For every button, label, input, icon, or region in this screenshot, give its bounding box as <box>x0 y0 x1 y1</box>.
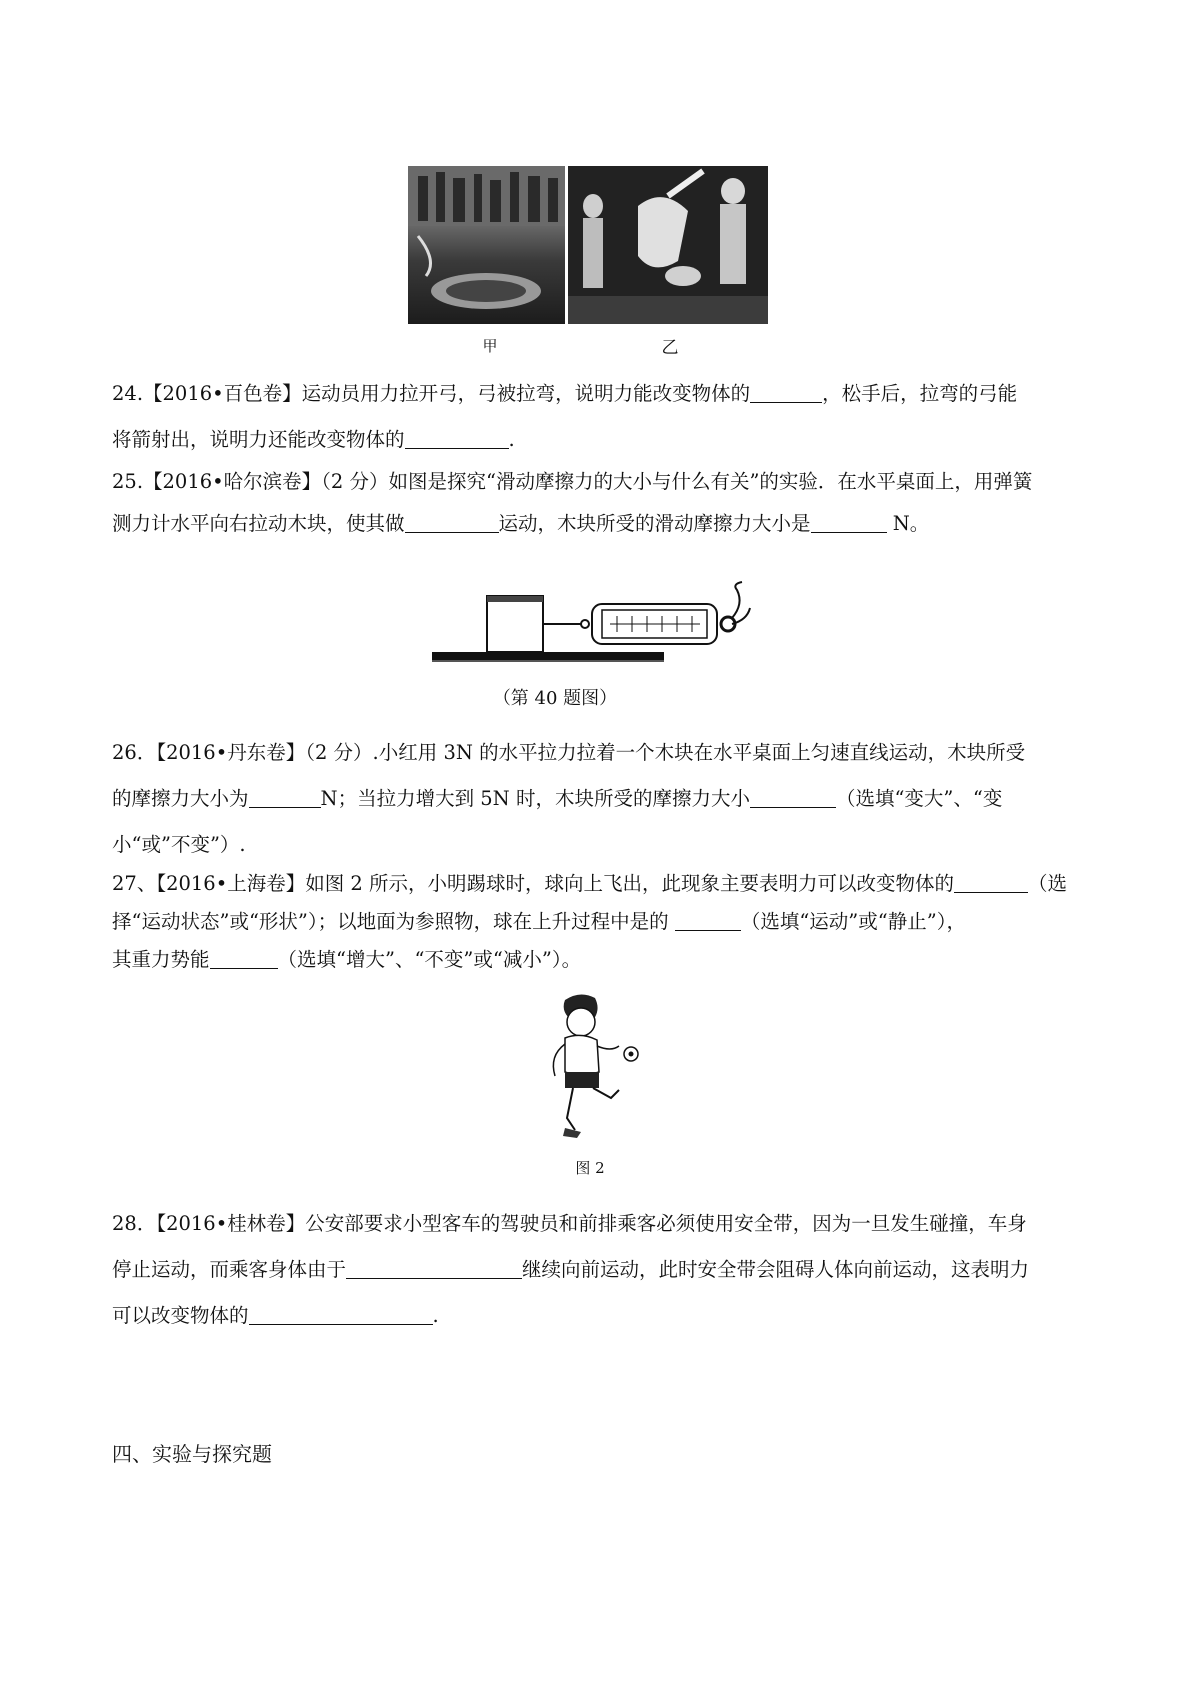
answer-blank[interactable] <box>675 910 741 931</box>
question-27-line3: 其重力势能 （选填“增大”、“不变”或“减小”）。 <box>112 948 582 971</box>
question-24 <box>112 378 1102 456</box>
photo-yi <box>568 166 768 324</box>
answer-blank[interactable] <box>210 948 278 969</box>
question-25-line1: 25.【2016•哈尔滨卷】（2 分）如图是探究“滑动摩擦力的大小与什么有关”的实验．在水平桌面上，用弹簧 <box>112 470 1033 493</box>
question-24-line2: 将箭射出，说明力还能改变物体的 . <box>112 428 515 451</box>
question-28 <box>112 1208 1102 1332</box>
question-26-line1: 26．【2016•丹东卷】（2 分）.小红用 3N 的水平拉力拉着一个木块在水平桌面上匀速直线运动，木块所受 <box>112 741 1026 764</box>
figure-boy-kicking-ball <box>535 990 645 1150</box>
answer-blank[interactable] <box>405 512 499 533</box>
answer-blank[interactable] <box>954 872 1028 893</box>
question-25-line2: 测力计水平向右拉动木块，使其做 运动，木块所受的滑动摩擦力大小是 N。 <box>112 512 930 535</box>
answer-blank[interactable] <box>750 382 822 403</box>
figure-label-yi: 乙 <box>661 338 679 358</box>
figure-caption-40: （第 40 题图） <box>492 688 618 709</box>
question-25 <box>112 466 1102 540</box>
question-28-line2: 停止运动，而乘客身体由于 继续向前运动，此时安全带会阻碍人体向前运动，这表明力 <box>112 1258 1030 1281</box>
question-26-line2: 的摩擦力大小为 N；当拉力增大到 5N 时，木块所受的摩擦力大小 （选填“变大”、“变 <box>112 787 1003 810</box>
answer-blank[interactable] <box>249 1304 433 1325</box>
figure-spring-scale <box>432 580 772 670</box>
answer-blank[interactable] <box>346 1258 522 1279</box>
question-27-line2: 择“运动状态”或“形状”）；以地面为参照物，球在上升过程中是的 （选填“运动”或“静止”）， <box>112 910 966 933</box>
figure-label-jia: 甲 <box>482 337 498 355</box>
question-27-line1: 27、【2016•上海卷】如图 2 所示，小明踢球时，球向上飞出，此现象主要表明力可以改变物体的 （选 <box>112 872 1068 895</box>
answer-blank[interactable] <box>405 428 509 449</box>
answer-blank[interactable] <box>249 787 321 808</box>
figure-caption-2: 图 2 <box>575 1159 605 1177</box>
question-24-line1: 24.【2016•百色卷】运动员用力拉开弓，弓被拉弯，说明力能改变物体的 ，松手后，拉弯的弓能 <box>112 382 1018 405</box>
section-title: 四、实验与探究题 <box>112 1442 272 1466</box>
question-26 <box>112 737 1102 861</box>
question-26-line3: 小“或”不变”）. <box>112 833 246 856</box>
photo-jia <box>408 166 565 324</box>
answer-blank[interactable] <box>750 787 836 808</box>
answer-blank[interactable] <box>811 512 887 533</box>
question-28-line3: 可以改变物体的 . <box>112 1304 439 1327</box>
question-28-line1: 28．【2016•桂林卷】公安部要求小型客车的驾驶员和前排乘客必须使用安全带，因为一旦发生碰撞，车身 <box>112 1212 1027 1235</box>
question-27 <box>112 868 1102 976</box>
